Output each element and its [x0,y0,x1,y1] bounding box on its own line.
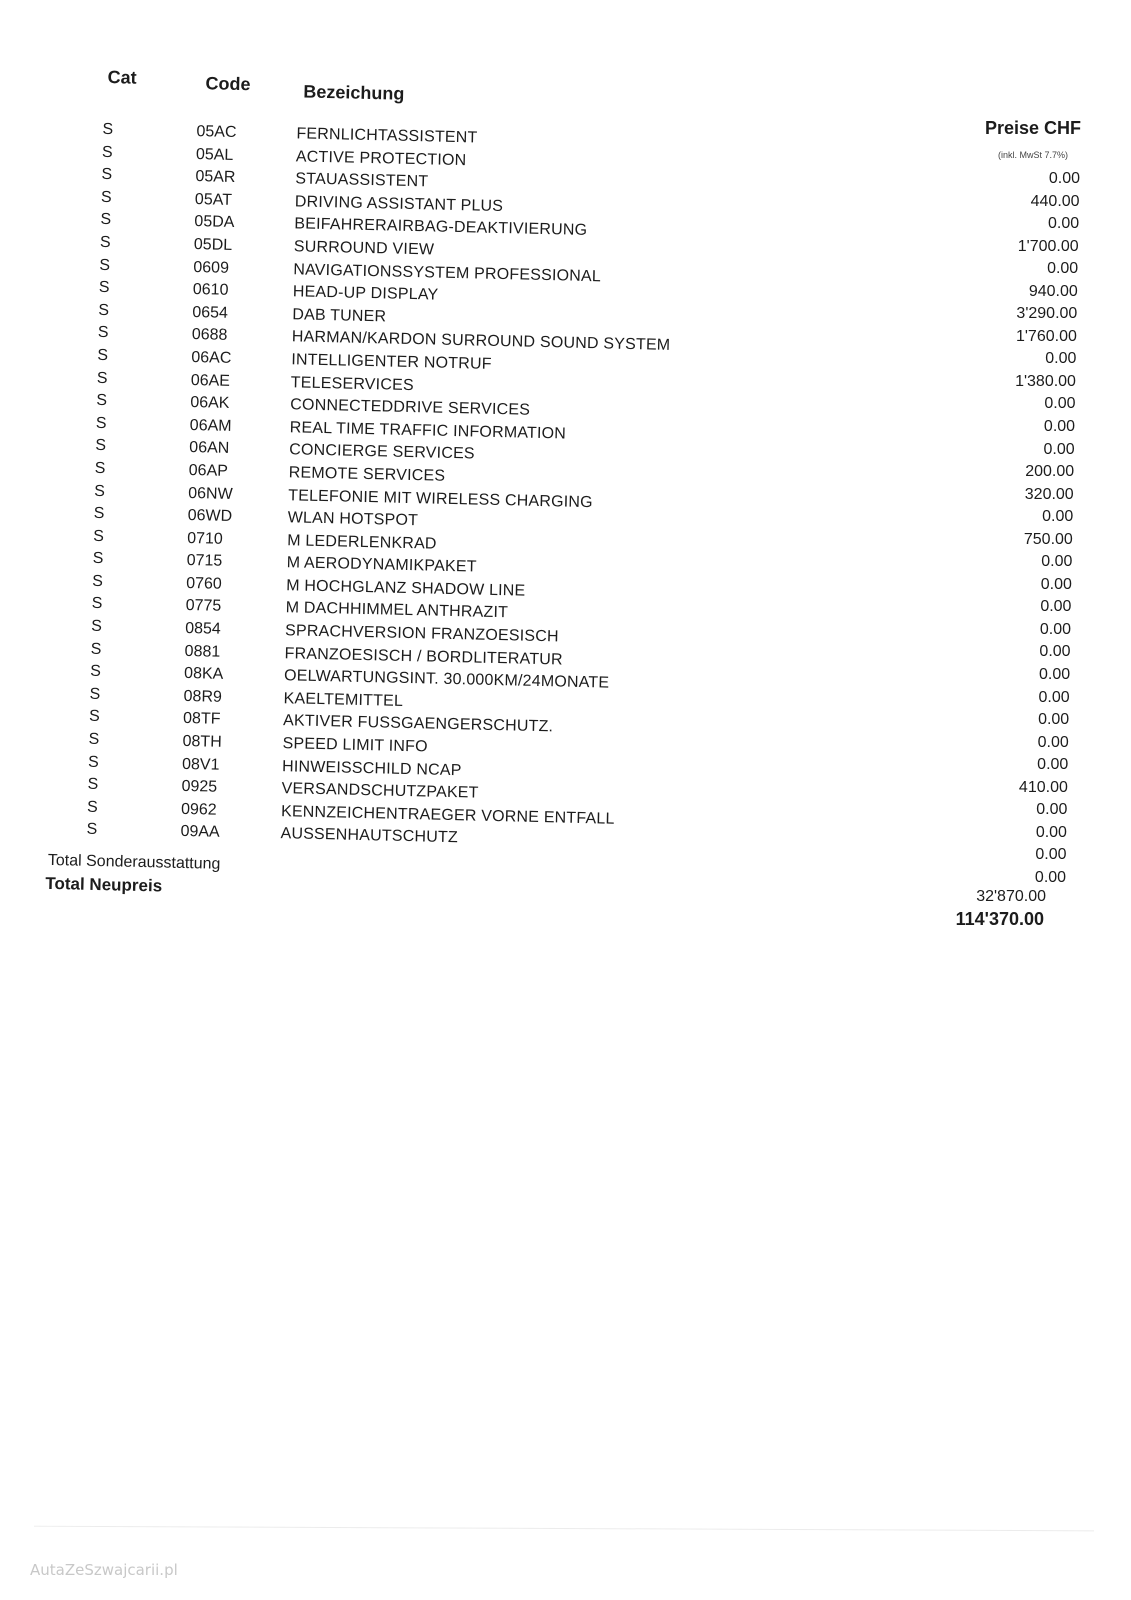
row-cat: S [96,369,108,387]
price-value: 0.00 [1037,733,1069,751]
row-description: ACTIVE PROTECTION [295,147,467,169]
row-description: DAB TUNER [292,306,387,326]
total-sonderausstattung-value: 32'870.00 [976,888,1046,905]
price-value: 0.00 [1036,801,1068,819]
row-description: AUSSENHAUTSCHUTZ [280,825,459,847]
row-code: 0610 [192,281,229,299]
row-cat: S [93,527,105,545]
row-code: 06AM [189,416,232,435]
price-value: 0.00 [1045,350,1077,368]
row-cat: S [100,188,112,206]
row-cat: S [96,391,108,410]
price-value: 0.00 [1035,823,1067,841]
row-cat: S [89,685,101,703]
price-vat-note: (inkl. MwSt 7.7%) [998,150,1069,160]
row-description: TELESERVICES [290,373,415,394]
row-cat: S [87,775,99,794]
price-value: 0.00 [1038,666,1071,684]
row-description: HINWEISSCHILD NCAP [281,757,462,779]
row-description: REAL TIME TRAFFIC INFORMATION [289,418,567,443]
row-cat: S [89,663,102,681]
row-cat: S [98,279,110,297]
row-description: FRANZOESISCH / BORDLITERATUR [284,644,563,669]
price-value: 0.00 [1041,553,1073,571]
row-cat: S [91,595,103,613]
row-description: BEIFAHRERAIRBAG-DEAKTIVIERUNG [294,215,588,240]
price-value: 0.00 [1040,575,1072,593]
row-code: 0609 [193,258,230,277]
price-value: 1'760.00 [1015,327,1077,345]
row-code: 0775 [185,597,222,616]
price-value: 0.00 [1038,711,1070,729]
row-description: M AERODYNAMIKPAKET [286,554,477,576]
header-cat: Cat [107,67,137,88]
row-description: AKTIVER FUSSGAENGERSCHUTZ. [282,712,554,736]
row-cat: S [95,437,107,455]
row-code: 06AP [188,461,229,480]
row-description: SURROUND VIEW [293,238,435,259]
row-code: 09AA [180,823,220,842]
price-value: 1'380.00 [1015,372,1076,390]
price-value: 1'700.00 [1017,237,1079,255]
row-code: 0854 [184,620,221,638]
price-value: 0.00 [1038,688,1070,706]
price-value: 0.00 [1034,868,1067,886]
row-cat: S [101,166,113,184]
total-sonderausstattung-label: Total Sonderausstattung [47,851,221,873]
row-cat: S [99,233,111,252]
row-cat: S [101,143,113,161]
row-code: 06NW [188,484,233,503]
price-value: 0.00 [1040,598,1072,616]
row-description: CONNECTEDDRIVE SERVICES [290,396,531,419]
row-code: 06AE [190,371,231,390]
watermark: AutaZeSzwajcarii.pl [30,1561,178,1579]
row-cat: S [98,301,110,319]
row-cat: S [93,504,105,523]
row-description: FERNLICHTASSISTENT [296,125,478,147]
price-header: Preise CHF [985,118,1082,138]
total-neupreis-label: Total Neupreis [45,873,163,896]
row-code: 0715 [186,552,223,571]
row-description: M HOCHGLANZ SHADOW LINE [285,577,526,600]
row-code: 06AN [189,439,230,458]
row-cat: S [94,482,106,500]
row-description: KENNZEICHENTRAEGER VORNE ENTFALL [280,802,615,828]
price-value: 0.00 [1048,170,1080,187]
total-neupreis-value: 114'370.00 [955,909,1044,929]
row-code: 0688 [191,326,228,345]
row-code: 08TF [182,710,221,729]
price-value: 0.00 [1047,260,1079,278]
row-cat: S [97,346,109,365]
price-value: 0.00 [1043,418,1076,436]
row-description: HARMAN/KARDON SURROUND SOUND SYSTEM [291,328,671,355]
price-value: 0.00 [1039,643,1071,661]
row-cat: S [99,256,111,274]
row-description: KAELTEMITTEL [283,690,404,710]
row-description: SPEED LIMIT INFO [282,735,428,756]
row-cat: S [88,730,100,749]
row-cat: S [92,550,104,568]
price-value: 750.00 [1023,530,1073,548]
row-description: STAUASSISTENT [295,170,429,191]
row-description: TELEFONIE MIT WIRELESS CHARGING [288,486,593,511]
row-description: DRIVING ASSISTANT PLUS [294,193,504,215]
row-code: 08R9 [183,687,223,706]
row-cat: S [102,120,114,139]
header-bezeichung: Bezeichung [303,81,405,104]
row-code: 08V1 [181,755,220,774]
row-code: 06WD [187,507,233,526]
price-value: 440.00 [1030,192,1080,210]
price-value: 320.00 [1024,485,1074,503]
row-code: 0962 [180,800,217,819]
price-value: 0.00 [1042,508,1074,526]
row-code: 0654 [192,303,229,322]
row-cat: S [95,414,107,432]
row-description: NAVIGATIONSSYSTEM PROFESSIONAL [293,260,602,285]
price-value: 3'290.00 [1016,305,1078,323]
price-value: 0.00 [1047,215,1080,233]
row-code: 08KA [183,665,224,684]
row-cat: S [97,324,109,342]
row-code: 05AC [196,123,237,141]
price-list [880,170,1080,892]
price-value: 410.00 [1018,778,1068,796]
row-cat: S [90,640,102,658]
row-code: 0925 [181,778,218,796]
row-description: M DACHHIMMEL ANTHRAZIT [285,599,509,622]
row-code: 06AC [191,348,232,367]
row-code: 05AT [194,190,233,209]
price-value: 0.00 [1044,395,1076,413]
row-cat: S [86,821,98,839]
row-description: HEAD-UP DISPLAY [292,283,439,304]
row-cat: S [92,572,104,590]
price-value: 0.00 [1037,756,1069,774]
row-description: SPRACHVERSION FRANZOESISCH [284,622,559,646]
price-value: 200.00 [1025,463,1075,481]
price-value: 0.00 [1039,620,1071,638]
row-code: 05DA [194,213,235,232]
row-cat: S [94,459,106,477]
row-description: INTELLIGENTER NOTRUF [291,351,492,373]
price-value: 940.00 [1028,282,1078,300]
header-code: Code [205,73,251,95]
row-code: 08TH [182,732,222,751]
row-code: 05DL [193,236,233,254]
row-description: CONCIERGE SERVICES [289,441,475,463]
row-code: 06AK [190,394,230,413]
row-code: 0760 [186,574,222,593]
row-description: REMOTE SERVICES [288,464,446,485]
row-cat: S [100,211,112,229]
price-value: 0.00 [1043,440,1075,458]
price-value: 0.00 [1035,846,1067,864]
row-cat: S [91,617,103,636]
row-description: WLAN HOTSPOT [287,509,419,530]
row-code: 05AL [195,145,234,164]
row-description: M LEDERLENKRAD [287,531,437,553]
row-code: 0710 [187,529,224,548]
row-cat: S [86,798,98,816]
row-cat: S [87,753,99,771]
row-description: VERSANDSCHUTZPAKET [281,780,479,802]
row-code: 05AR [195,168,236,187]
row-description: OELWARTUNGSINT. 30.000KM/24MONATE [283,667,610,692]
row-code: 0881 [184,642,221,661]
row-cat: S [88,708,101,726]
